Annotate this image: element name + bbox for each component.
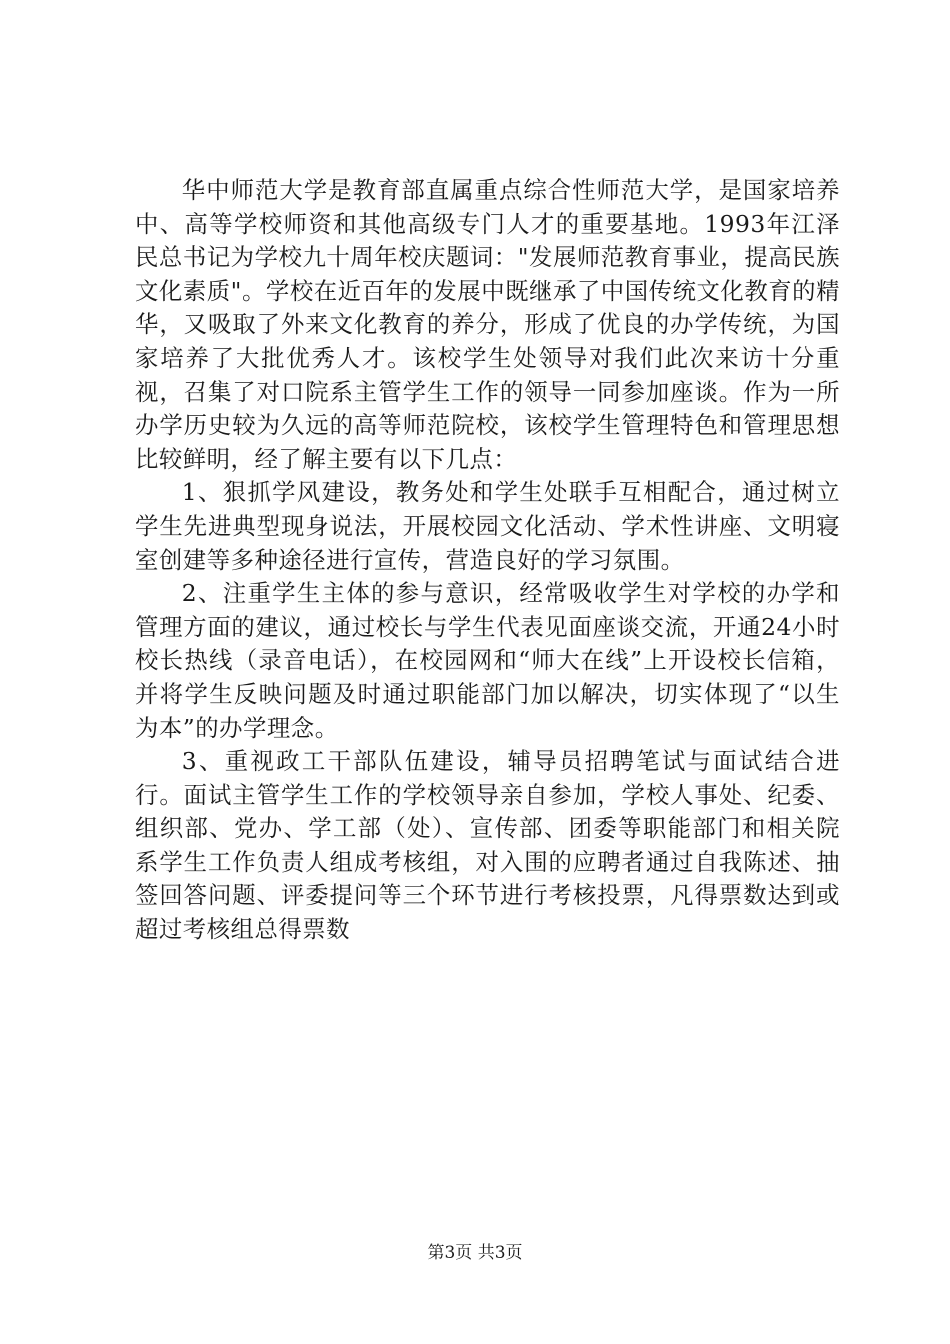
document-body bbox=[135, 174, 840, 947]
paragraph-point-2: 2、注重学生主体的参与意识，经常吸收学生对学校的办学和管理方面的建议，通过校长与学生代表见面座谈交流，开通24小时校长热线（录音电话），在校园网和“师大在线”上开设校长信箱，并将学生反映问题及时通过职能部门加以解决，切实体现了“以生为本”的办学理念。 bbox=[135, 579, 840, 742]
page-number-footer: 第3页 共3页 bbox=[427, 1243, 523, 1263]
paragraph-point-3: 3、重视政工干部队伍建设，辅导员招聘笔试与面试结合进行。面试主管学生工作的学校领导亲自参加，学校人事处、纪委、组织部、党办、学工部（处）、宣传部、团委等职能部门和相关院系学生工作负责人组成考核组，对入围的应聘者通过自我陈述、抽签回答问题、评委提问等三个环节进行考核投票，凡得票数达到或超过考核组总得票数 bbox=[135, 747, 840, 944]
paragraph-point-1: 1、狠抓学风建设，教务处和学生处联手互相配合，通过树立学生先进典型现身说法，开展校园文化活动、学术性讲座、文明寝室创建等多种途径进行宣传，营造良好的学习氛围。 bbox=[135, 478, 840, 574]
paragraph-intro: 华中师范大学是教育部直属重点综合性师范大学，是国家培养中、高等学校师资和其他高级专门人才的重要基地。1993年江泽民总书记为学校九十周年校庆题词："发展师范教育事业，提高民族文化素质"。学校在近百年的发展中既继承了中国传统文化教育的精华，又吸取了外来文化教育的养分，形成了优良的办学传统，为国家培养了大批优秀人才。该校学生处领导对我们此次来访十分重视，召集了对口院系主管学生工作的领导一同参加座谈。作为一所办学历史较为久远的高等师范院校，该校学生管理特色和管理思想比较鲜明，经了解主要有以下几点： bbox=[135, 176, 840, 473]
